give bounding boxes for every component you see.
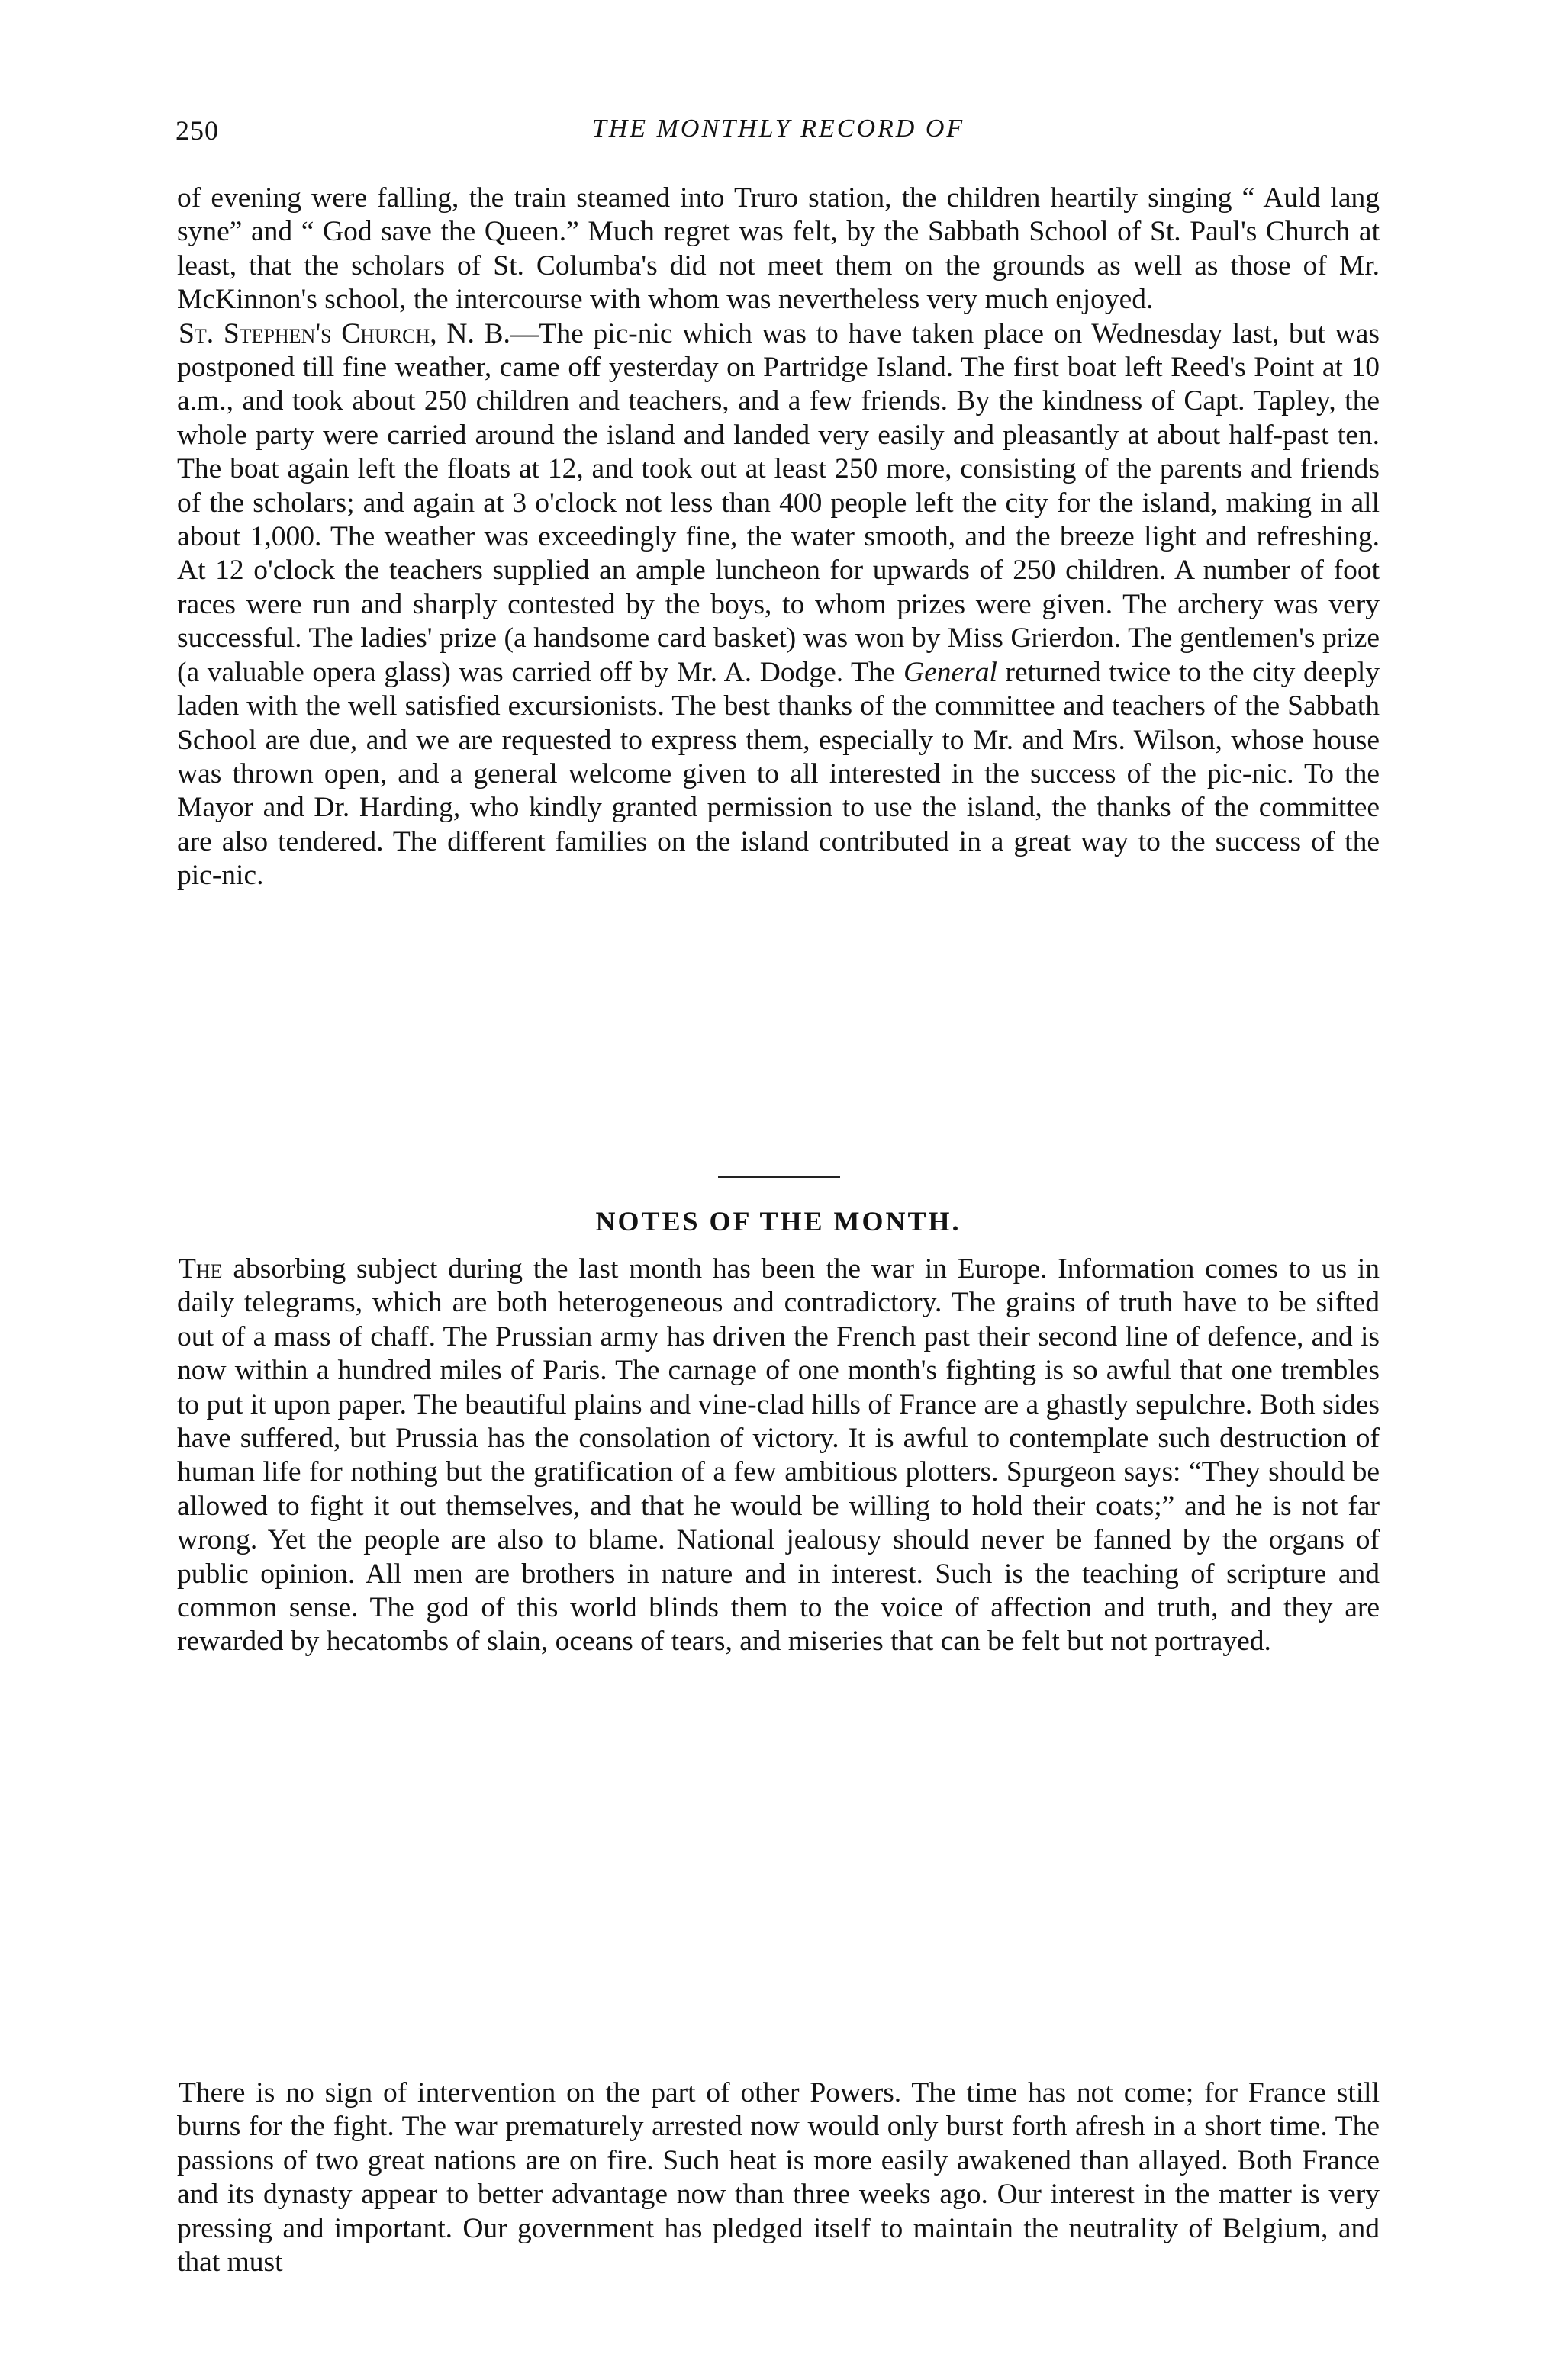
notes-paragraph-2-text: There is no sign of intervention on the part of other Powers. The time has not come; for France still burns for the fight. The war prematurely arrested now would only burst forth afresh in a short time. The passions of two great nations are on fire. Such heat is more easily awakened than allayed. Both France and its dynasty appear to better advantage now than three weeks ago. Our interest in the matter is very pressing and important. Our government has pledged itself to maintain the neutrality of Belgium, and that must (177, 2077, 1380, 2279)
continued-article (177, 182, 1380, 893)
st-stephens-text-end: returned twice to the city deeply laden with the well satisfied excursionists. The best thanks of the committee and teachers of the Sabbath School are due, and we are requested to express them, especially to Mr. and Mrs. Wilson, whose house was thrown open, and a general welcome given to all interested in the success of the pic-nic. To the Mayor and Dr. Harding, who kindly granted permission to use the island, the thanks of the committee are also tendered. The different families on the island contributed in a great way to the success of the pic-nic. (177, 656, 1380, 892)
notes-paragraph-1 (177, 1253, 1380, 1659)
st-stephens-text: —The pic-nic which was to have taken place on Wednesday last, but was postponed till fine weather, came off yesterday on Partridge Island. The first boat left Reed's Point at 10 a.m., and took about 250 children and teachers, and a few friends. By the kindness of Capt. Tapley, the whole party were carried around the island and landed very easily and pleasantly at about half-past ten. The boat again left the floats at 12, and took out at least 250 more, consisting of the parents and friends of the scholars; and again at 3 o'clock not less than 400 people left the city for the island, making in all about 1,000. The weather was exceedingly fine, the water smooth, and the breeze light and refreshing. At 12 o'clock the teachers supplied an ample luncheon for upwards of 250 children. A number of foot races were run and sharply contested by the boys, to whom prizes were given. The archery was very successful. The ladies' prize (a handsome card basket) was won by Miss Grierdon. The gentlemen's prize (a valuable opera glass) was carried off by Mr. A. Dodge. The (177, 317, 1380, 688)
truro-paragraph: of evening were falling, the train steamed into Truro station, the children heartily singing “ Auld lang syne” and “ God save the Queen.” Much regret was felt, by the Sabbath School of St. Paul's Church at least, that the scholars of St. Columba's did not meet them on the grounds as well as those of Mr. McKinnon's school, the intercourse with whom was nevertheless very much enjoyed. (177, 182, 1380, 316)
notes-lead-word: The (179, 1253, 223, 1285)
journal-title: THE MONTHLY RECORD OF (591, 114, 965, 143)
notes-paragraph-1-text (177, 1253, 1380, 1659)
st-stephens-heading: St. Stephen's Church, N. B. (179, 317, 510, 349)
st-stephens-paragraph (177, 317, 1380, 893)
page-number: 250 (176, 115, 219, 146)
notes-paragraph-1-body: absorbing subject during the last month has been the war in Europe. Information comes to us in daily telegrams, which are both heterogeneous and contradictory. The grains of truth have to be sifted out of a mass of chaff. The Prussian army has driven the French past their second line of defence, and is now within a hundred miles of Paris. The carnage of one month's fighting is so awful that one trembles to put it upon paper. The beautiful plains and vine-clad hills of France are a ghastly sepulchre. Both sides have suffered, but Prussia has the consolation of victory. It is awful to contemplate such destruction of human life for nothing but the gratification of a few ambitious plotters. Spurgeon says: “They should be allowed to fight it out themselves, and that he would be willing to hold their coats;” and he is not far wrong. Yet the people are also to blame. National jealousy should never be fanned by the organs of public opinion. All men are brothers in nature and in interest. Such is the teaching of scripture and common sense. The god of this world blinds them to the voice of affection and truth, and they are rewarded by hecatombs of slain, oceans of tears, and miseries that can be felt but not portrayed. (177, 1253, 1380, 1658)
section-divider (718, 1176, 840, 1178)
running-head (176, 114, 1381, 160)
general-boat-name: General (903, 656, 997, 688)
section-heading: NOTES OF THE MONTH. (595, 1206, 961, 1237)
notes-paragraph-2 (177, 2076, 1380, 2279)
